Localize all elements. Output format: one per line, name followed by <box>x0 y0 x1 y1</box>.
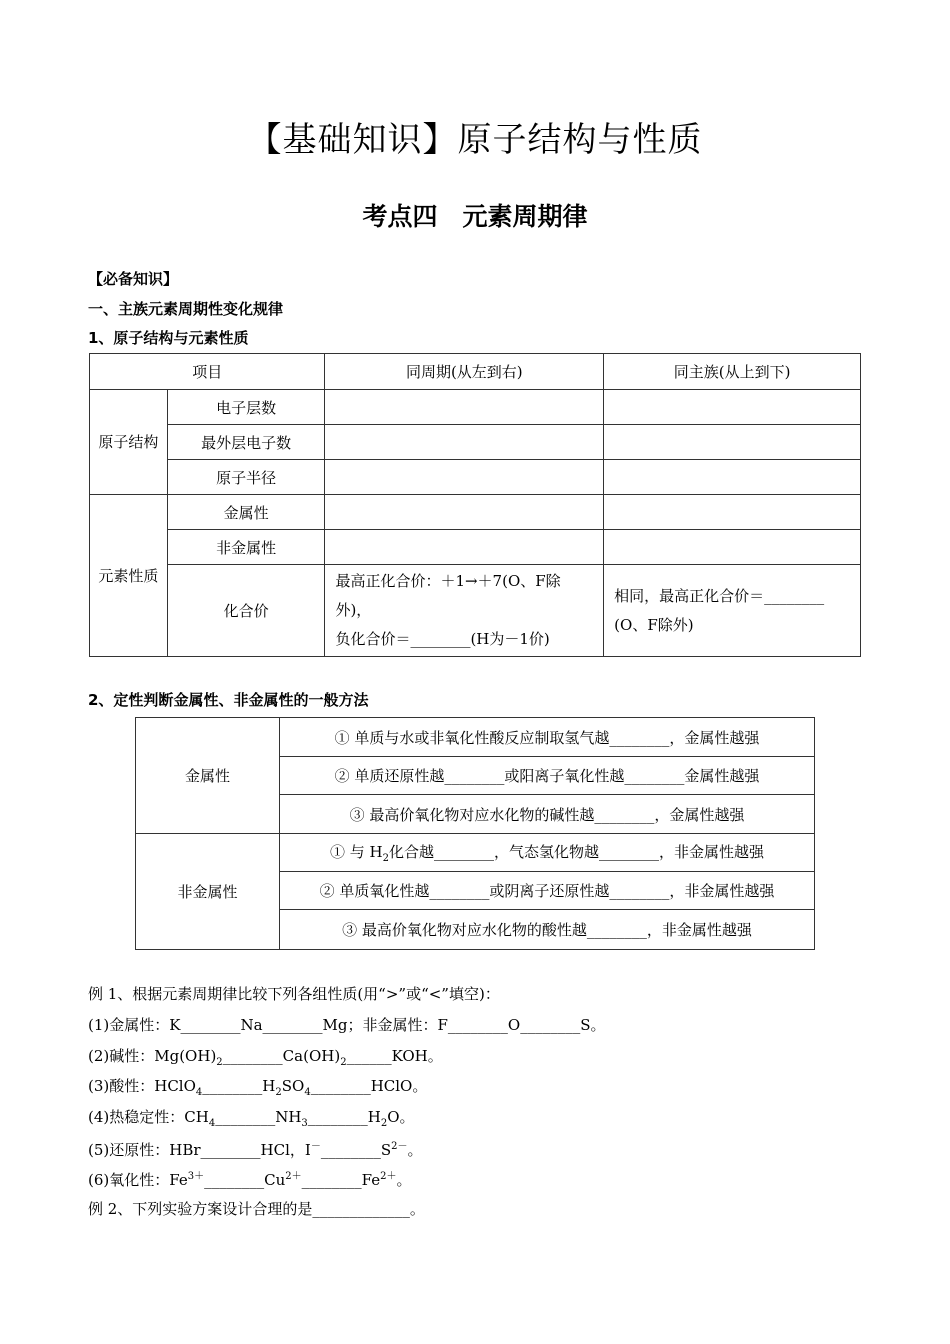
table-cell <box>604 425 861 460</box>
subscript: 3 <box>301 1118 308 1129</box>
table-header: 项目 <box>90 354 325 390</box>
text: O。 <box>387 1108 415 1126</box>
text: 化合越________，气态氢化物越________，非金属性越强 <box>388 843 764 861</box>
section-heading-1: 一、主族元素周期性变化规律 <box>88 300 284 318</box>
text: SO <box>281 1077 305 1095</box>
superscript: 2－ <box>391 1141 408 1152</box>
text: ________H <box>307 1108 381 1126</box>
text: ① 与 H <box>329 843 383 861</box>
text: ________Ca(OH) <box>222 1047 341 1065</box>
row-label: 化合价 <box>167 565 325 657</box>
table-cell <box>325 390 604 425</box>
valence-period-cell <box>325 565 604 657</box>
atomic-structure-table <box>89 353 861 657</box>
example1-line5 <box>88 1137 422 1160</box>
row-label: 非金属性 <box>167 530 325 565</box>
text: (6)氧化性：Fe <box>88 1171 188 1189</box>
example1-line2 <box>88 1045 443 1068</box>
superscript: 2＋ <box>285 1171 302 1182</box>
method-cell: ① 单质与水或非氧化性酸反应制取氢气越________，金属性越强 <box>280 718 815 757</box>
subsection-heading-1-1: 1、原子结构与元素性质 <box>88 329 249 347</box>
group-label: 元素性质 <box>90 495 168 657</box>
text: (4)热稳定性：CH <box>88 1108 209 1126</box>
text: ________HClO。 <box>310 1077 428 1095</box>
table-cell <box>604 530 861 565</box>
valence-group-cell <box>604 565 861 657</box>
method-cell: ③ 最高价氧化物对应水化物的酸性越________，非金属性越强 <box>280 910 815 950</box>
cell-line: 相同，最高正化合价＝________ <box>614 586 825 605</box>
row-label: 最外层电子数 <box>167 425 325 460</box>
subscript: 2 <box>380 1118 388 1129</box>
superscript: 2＋ <box>380 1171 397 1182</box>
text: (3)酸性：HClO <box>88 1077 196 1095</box>
method-cell: ③ 最高价氧化物对应水化物的碱性越________，金属性越强 <box>280 795 815 834</box>
method-cell: ② 单质还原性越________或阳离子氧化性越________金属性越强 <box>280 757 815 795</box>
group-label: 金属性 <box>136 718 280 834</box>
subscript: 4 <box>195 1087 203 1098</box>
subscript: 2 <box>275 1087 282 1098</box>
text: (2)碱性：Mg(OH) <box>88 1047 217 1065</box>
subscript: 4 <box>304 1087 311 1098</box>
example1-intro: 例 1、根据元素周期律比较下列各组性质(用“>”或“<”填空)： <box>88 985 500 1003</box>
page-subtitle: 考点四 元素周期律 <box>362 202 588 231</box>
subscript: 2 <box>340 1057 347 1068</box>
row-label: 金属性 <box>167 495 325 530</box>
subscript: 2 <box>216 1057 223 1068</box>
table-cell <box>604 460 861 495</box>
method-cell: ② 单质氧化性越________或阴离子还原性越________，非金属性越强 <box>280 872 815 910</box>
table-cell <box>325 530 604 565</box>
example1-line6 <box>88 1167 411 1190</box>
text: (5)还原性：HBr________HCl，I <box>88 1141 311 1159</box>
table-cell <box>325 495 604 530</box>
table-header: 同周期(从左到右) <box>325 354 604 390</box>
cell-line: (O、F除外) <box>614 615 694 634</box>
table-cell <box>604 495 861 530</box>
table-cell <box>604 390 861 425</box>
cell-line: 外)， <box>335 601 372 619</box>
table-cell <box>325 425 604 460</box>
row-label: 原子半径 <box>167 460 325 495</box>
group-label: 非金属性 <box>136 834 280 950</box>
superscript: － <box>310 1141 321 1152</box>
text: ________H <box>202 1077 276 1095</box>
text: ______KOH。 <box>346 1047 443 1065</box>
metallicity-methods-table <box>135 717 815 950</box>
text: 。 <box>396 1171 412 1189</box>
example1-line4 <box>88 1106 415 1129</box>
example2: 例 2、下列实验方案设计合理的是_____________。 <box>88 1200 425 1218</box>
text: ________S <box>320 1141 392 1159</box>
superscript: 3＋ <box>187 1171 205 1182</box>
table-cell <box>325 460 604 495</box>
section-heading-2: 2、定性判断金属性、非金属性的一般方法 <box>88 691 369 709</box>
subscript: 2 <box>382 853 389 864</box>
text: 。 <box>407 1141 423 1159</box>
table-header: 同主族(从上到下) <box>604 354 861 390</box>
cell-line: 负化合价＝________(H为－1价) <box>335 630 550 648</box>
example1-line3 <box>88 1075 427 1098</box>
page-title: 【基础知识】原子结构与性质 <box>247 120 703 160</box>
text: ________NH <box>215 1108 302 1126</box>
row-label: 电子层数 <box>167 390 325 425</box>
text: ________Cu <box>204 1171 286 1189</box>
group-label: 原子结构 <box>90 390 168 495</box>
section-label: 【必备知识】 <box>88 270 179 288</box>
example1-line1: (1)金属性：K________Na________Mg；非金属性：F________O________S。 <box>88 1016 606 1034</box>
method-cell <box>280 834 815 872</box>
subscript: 4 <box>208 1118 216 1129</box>
text: ________Fe <box>301 1171 381 1189</box>
cell-line: 最高正化合价：＋1→＋7(O、F除 <box>335 572 561 590</box>
